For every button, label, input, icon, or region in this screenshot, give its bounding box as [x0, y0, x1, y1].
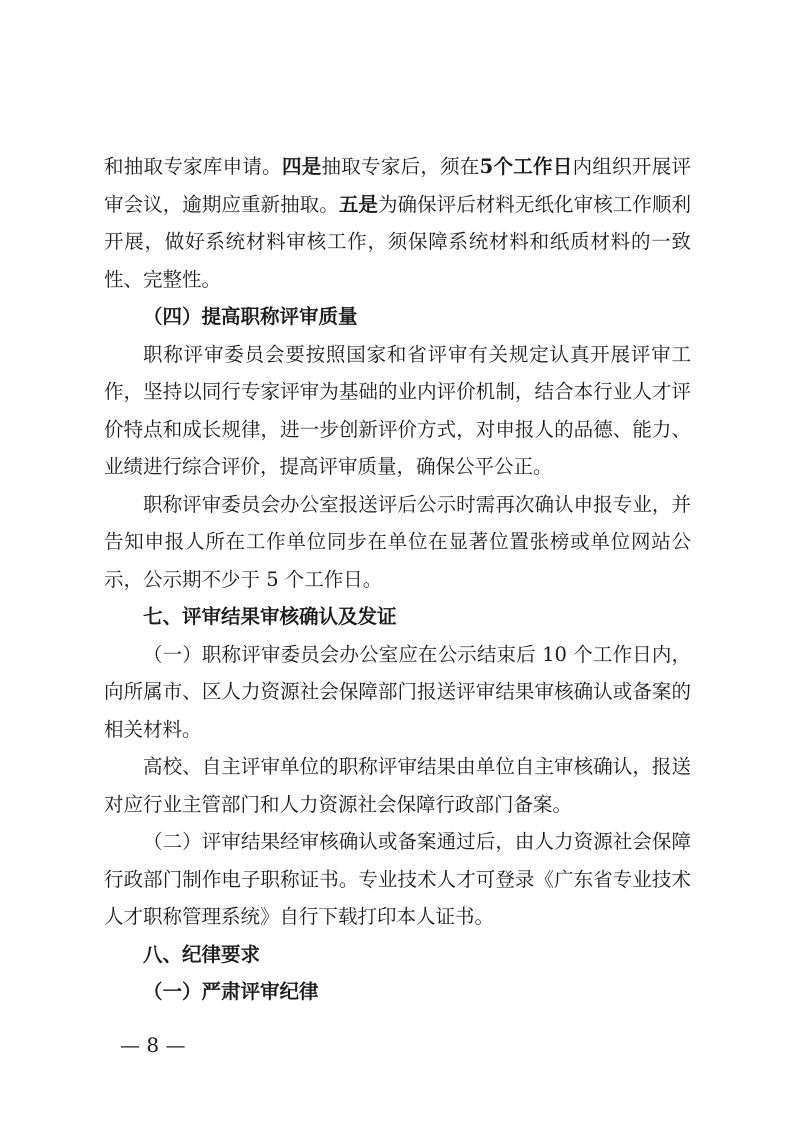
- text-span: 内组织开展评审会议，逾期应重新抽取。: [104, 155, 691, 216]
- paragraph-expert-process: [104, 148, 691, 298]
- paragraph-certificate: （二）评审结果经审核确认或备案通过后，由人力资源社会保障行政部门制作电子职称证书。专业技术人才可登录《广东省专业技术人才职称管理系统》自行下载打印本人证书。: [104, 830, 691, 928]
- text-span: 和抽取专家库申请。: [104, 155, 282, 178]
- bold-span: 五是: [338, 192, 378, 216]
- section-heading-8: 八、纪律要求: [143, 942, 261, 966]
- text-span: 抽取专家后，须在: [321, 155, 480, 178]
- section-heading-7: 七、评审结果审核确认及发证: [143, 605, 397, 628]
- paragraph-universities: 高校、自主评审单位的职称评审结果由单位自主审核确认，报送对应行业主管部门和人力资源社会保障行政部门备案。: [104, 755, 691, 816]
- paragraph-publicity: 职称评审委员会办公室报送评后公示时需再次确认申报专业，并告知申报人所在工作单位同步在单位在显著位置张榜或单位网站公示，公示期不少于 5 个工作日。: [104, 492, 691, 591]
- paragraph-results-submit: （一）职称评审委员会办公室应在公示结束后 10 个工作日内，向所属市、区人力资源社会保障部门报送评审结果审核确认或备案的相关材料。: [104, 642, 691, 741]
- paragraph-quality: 职称评审委员会要按照国家和省评审有关规定认真开展评审工作，坚持以同行专家评审为基础的业内评价机制，结合本行业人才评价特点和成长规律，进一步创新评价方式，对申报人的品德、能力、业绩进行综合评价，提高评审质量，确保公平公正。: [104, 342, 691, 478]
- page-number: — 8 —: [120, 1033, 186, 1057]
- bold-span: 四是: [281, 155, 322, 178]
- bold-span: 5个工作日: [479, 155, 573, 178]
- section-heading-4: （四）提高职称评审质量: [143, 305, 358, 328]
- text-span: 为确保评后材料无纸化审核工作顺利开展，做好系统材料审核工作，须保障系统材料和纸质材料的一致性、完整性。: [104, 192, 691, 291]
- section-heading-8-1: （一）严肃评审纪律: [143, 980, 319, 1003]
- document-body: [104, 148, 691, 1011]
